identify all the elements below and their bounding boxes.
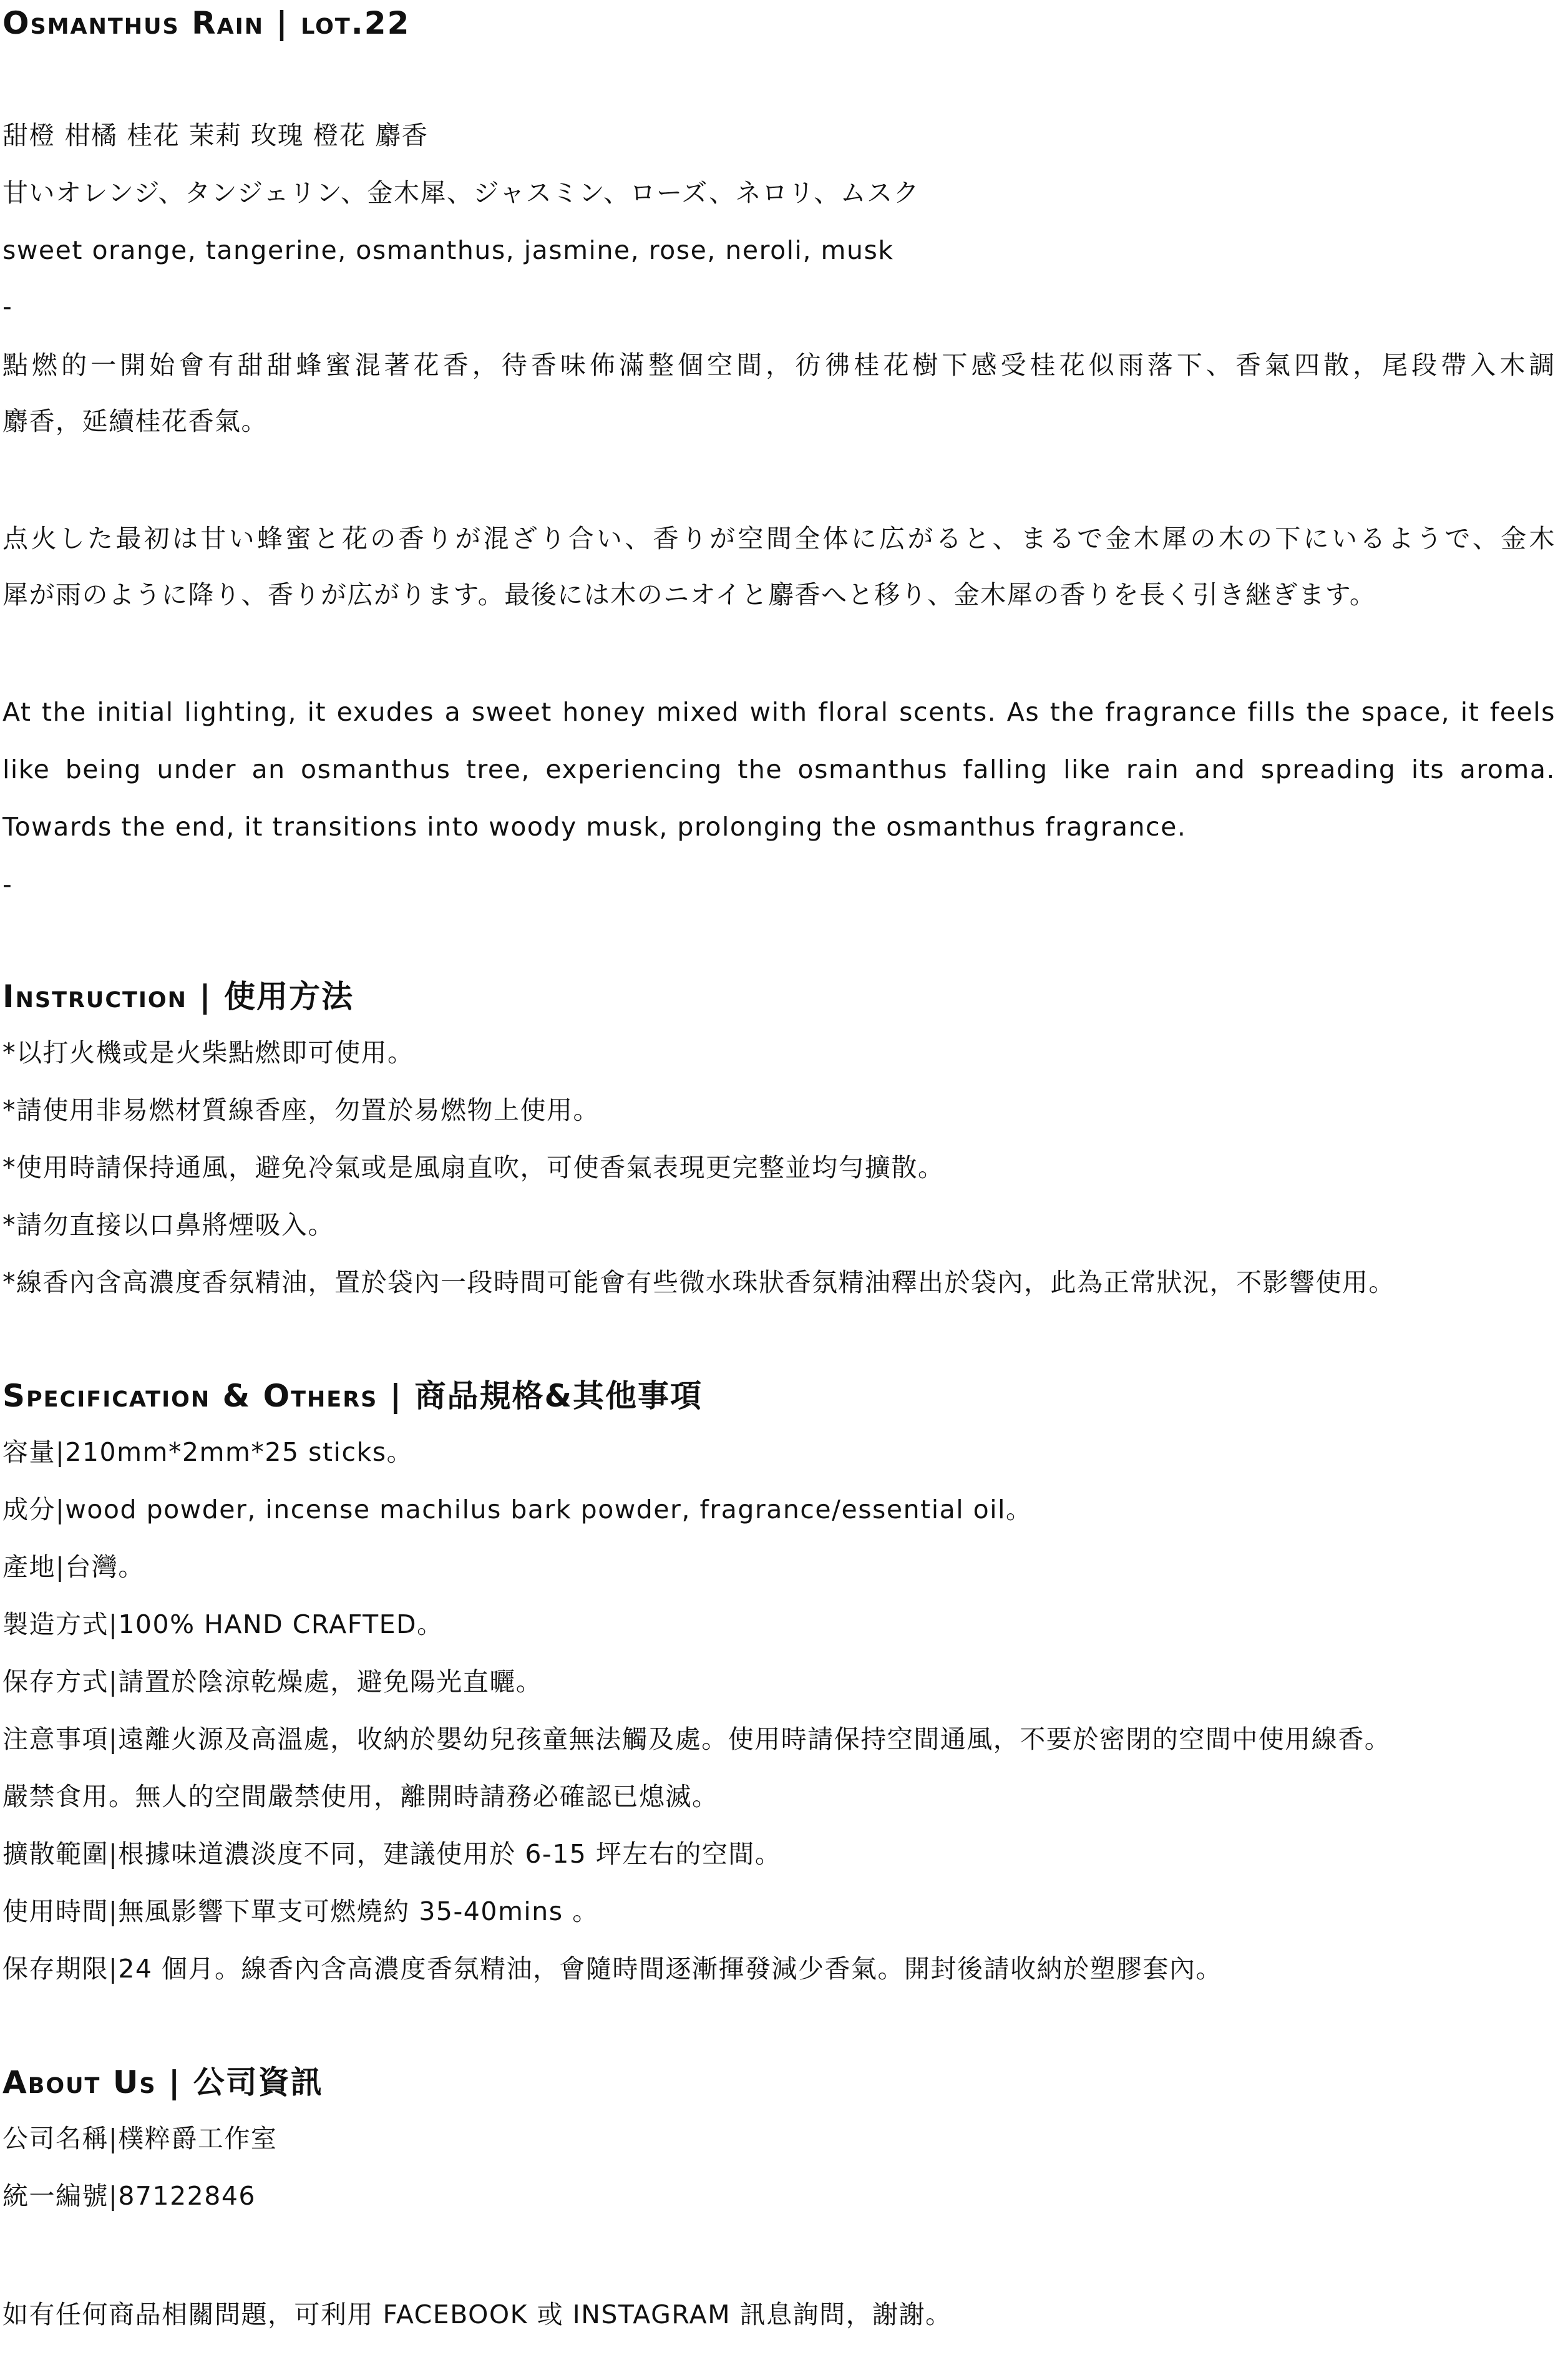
- spec-item: 嚴禁食用。無人的空間嚴禁使用，離開時請務必確認已熄滅。: [2, 1782, 719, 1812]
- page-title: Osmanthus Rain | lot.22: [2, 5, 411, 41]
- description-en-line-2: like being under an osmanthus tree, experiencing the osmanthus falling like rain and spreading its aroma.: [2, 754, 1556, 784]
- description-en-line-1: At the initial lighting, it exudes a sweet honey mixed with floral scents. As the fragrance fills the space, it feels: [2, 697, 1556, 727]
- spec-item: 注意事項|遠離火源及高溫處，收納於嬰幼兒孩童無法觸及處。使用時請保持空間通風，不要於密閉的空間中使用線香。: [2, 1724, 1391, 1754]
- description-zh-line-1: 點燃的一開始會有甜甜蜂蜜混著花香，待香味佈滿整個空間，彷彿桂花樹下感受桂花似雨落下、香氣四散，尾段帶入木調: [2, 350, 1556, 380]
- spec-item: 擴散範圍|根據味道濃淡度不同，建議使用於 6-15 坪左右的空間。: [2, 1839, 782, 1869]
- separator: -: [2, 291, 13, 321]
- spec-item: 使用時間|無風影響下單支可燃燒約 35-40mins 。: [2, 1896, 599, 1926]
- instruction-item: *以打火機或是火柴點燃即可使用。: [2, 1038, 414, 1068]
- instruction-item: *線香內含高濃度香氛精油，置於袋內一段時間可能會有些微水珠狀香氛精油釋出於袋內，此為正常狀況，不影響使用。: [2, 1267, 1395, 1297]
- instruction-item: *請使用非易燃材質線香座，勿置於易燃物上使用。: [2, 1095, 600, 1125]
- instruction-item: *請勿直接以口鼻將煙吸入。: [2, 1210, 334, 1240]
- instruction-title: Instruction | 使用方法: [2, 978, 354, 1015]
- notes-chinese: 甜橙 柑橘 桂花 茉莉 玫瑰 橙花 麝香: [2, 120, 429, 150]
- contact-note: 如有任何商品相關問題，可利用 FACEBOOK 或 INSTAGRAM 訊息詢問，謝謝。: [2, 2300, 952, 2329]
- spec-item: 產地|台灣。: [2, 1552, 145, 1582]
- about-item: 公司名稱|樸粹爵工作室: [2, 2124, 278, 2153]
- about-title: About Us | 公司資訊: [2, 2064, 323, 2100]
- spec-item: 保存期限|24 個月。線香內含高濃度香氛精油，會隨時間逐漸揮發減少香氣。開封後請收納於塑膠套內。: [2, 1954, 1223, 1984]
- description-zh-line-2: 麝香，延續桂花香氣。: [2, 406, 268, 436]
- description-en-line-3: Towards the end, it transitions into woody musk, prolonging the osmanthus fragrance.: [2, 812, 1187, 842]
- notes-english: sweet orange, tangerine, osmanthus, jasmine, rose, neroli, musk: [2, 235, 894, 265]
- instruction-item: *使用時請保持通風，避免冷氣或是風扇直吹，可使香氣表現更完整並均勻擴散。: [2, 1153, 945, 1183]
- specification-title: Specification & Others | 商品規格&其他事項: [2, 1378, 703, 1414]
- spec-item: 製造方式|100% HAND CRAFTED。: [2, 1609, 444, 1639]
- spec-item: 保存方式|請置於陰涼乾燥處，避免陽光直曬。: [2, 1667, 543, 1697]
- spec-item: 成分|wood powder, incense machilus bark powder, fragrance/essential oil。: [2, 1495, 1033, 1524]
- description-ja-line-1: 点火した最初は甘い蜂蜜と花の香りが混ざり合い、香りが空間全体に広がると、まるで金木犀の木の下にいるようで、金木: [2, 524, 1556, 554]
- spec-item: 容量|210mm*2mm*25 sticks。: [2, 1437, 414, 1467]
- separator: -: [2, 869, 13, 899]
- notes-japanese: 甘いオレンジ、タンジェリン、金木犀、ジャスミン、ローズ、ネロリ、ムスク: [2, 178, 920, 208]
- description-ja-line-2: 犀が雨のように降り、香りが広がります。最後には木のニオイと麝香へと移り、金木犀の香りを長く引き継ぎます。: [2, 580, 1376, 610]
- about-item: 統一編號|87122846: [2, 2181, 256, 2211]
